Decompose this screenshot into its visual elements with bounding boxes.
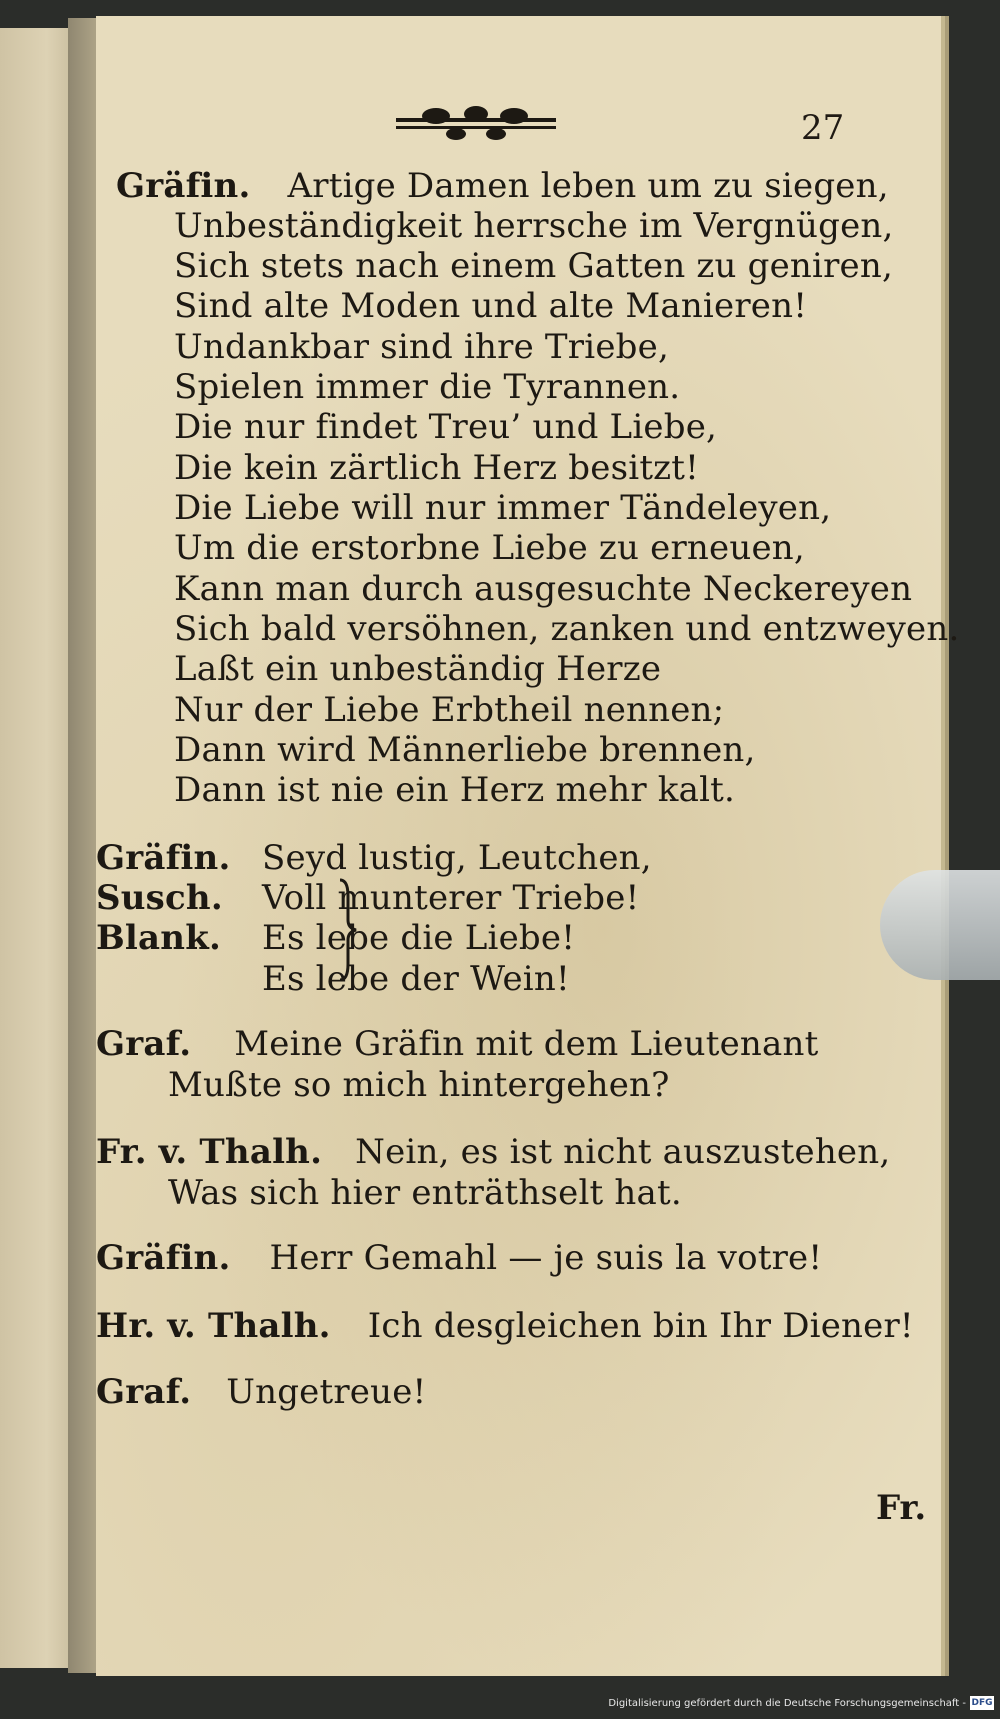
speaker-label: Graf. — [96, 1024, 192, 1064]
book-page — [96, 16, 960, 1676]
speaker-label: Gräfin. — [96, 1238, 231, 1278]
speaker-label: Graf. — [96, 1372, 192, 1412]
line-text: Artige Damen leben um zu siegen, — [287, 166, 889, 206]
speaker-label: Gräfin. — [96, 838, 231, 878]
previous-page-edge — [0, 28, 78, 1668]
verse-line: Undankbar sind ihre Triebe, — [174, 327, 669, 367]
speaker-label: Hr. v. Thalh. — [96, 1306, 331, 1346]
footer-credit: Digitalisierung gefördert durch die Deutsche Forschungsgemeinschaft - — [608, 1698, 966, 1709]
verse-line: Seyd lustig, Leutchen, — [262, 838, 652, 878]
verse-line: Die kein zärtlich Herz besitzt! — [174, 448, 700, 488]
verse-line — [116, 166, 889, 206]
verse-line: Sich stets nach einem Gatten zu geniren, — [174, 246, 893, 286]
line-text: Ungetreue! — [226, 1372, 427, 1412]
catchword: Fr. — [876, 1488, 927, 1528]
verse-line: Es lebe der Wein! — [262, 959, 570, 999]
verse-line: Spielen immer die Tyrannen. — [174, 367, 681, 407]
verse-line: Nur der Liebe Erbtheil nennen; — [174, 690, 725, 730]
line-text: Herr Gemahl — je suis la votre! — [269, 1238, 823, 1278]
verse-line: Was sich hier enträthselt hat. — [168, 1173, 682, 1213]
verse-line: Dann wird Männerliebe brennen, — [174, 730, 756, 770]
speaker-label: Gräfin. — [116, 166, 251, 206]
verse-line: Die Liebe will nur immer Tändeleyen, — [174, 488, 832, 528]
speaker-label: Blank. — [96, 918, 221, 958]
page-clip-tab — [880, 870, 1000, 980]
line-text: Nein, es ist nicht auszustehen, — [355, 1132, 891, 1172]
verse-line: Die nur findet Treu’ und Liebe, — [174, 407, 718, 447]
verse-line: Es lebe die Liebe! — [262, 918, 576, 958]
verse-line — [96, 1238, 822, 1278]
verse-line: Mußte so mich hintergehen? — [168, 1065, 670, 1105]
verse-line — [96, 1372, 426, 1412]
verse-line: Unbeständigkeit herrsche im Vergnügen, — [174, 206, 894, 246]
verse-line: Kann man durch ausgesuchte Neckereyen — [174, 569, 913, 609]
verse-line — [96, 1306, 914, 1346]
dfg-logo: DFG — [971, 1698, 993, 1708]
verse-line: Laßt ein unbeständig Herze — [174, 649, 662, 689]
ornament-icon — [396, 104, 556, 142]
speaker-label: Susch. — [96, 878, 223, 918]
page-number: 27 — [801, 108, 845, 148]
verse-line: Dann ist nie ein Herz mehr kalt. — [174, 770, 736, 810]
line-text: Ich desgleichen bin Ihr Diener! — [367, 1306, 914, 1346]
verse-line: Sich bald versöhnen, zanken und entzweyen. — [174, 609, 960, 649]
grouping-brace — [336, 876, 358, 984]
speaker-label: Fr. v. Thalh. — [96, 1132, 323, 1172]
verse-line — [96, 1132, 890, 1172]
verse-line: Voll munterer Triebe! — [262, 878, 640, 918]
verse-line: Sind alte Moden und alte Manieren! — [174, 286, 808, 326]
line-text: Meine Gräfin mit dem Lieutenant — [234, 1024, 819, 1064]
verse-line: Um die erstorbne Liebe zu erneuen, — [174, 528, 805, 568]
verse-line — [96, 1024, 818, 1064]
